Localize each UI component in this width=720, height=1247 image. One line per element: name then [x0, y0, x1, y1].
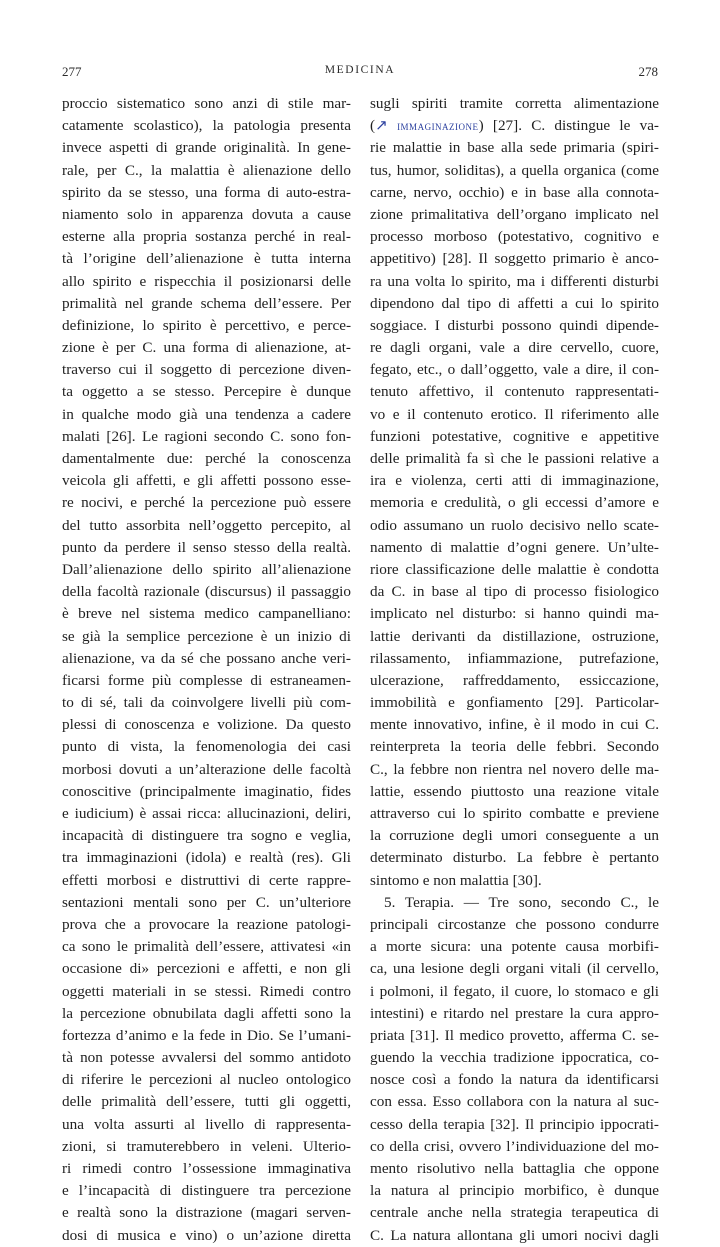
- text-line: conoscitive (principalmente imaginatio, fides: [62, 782, 351, 800]
- text-line: cesso della terapia [32]. Il principio ippocrati-: [370, 1115, 659, 1133]
- text-line: intestini) e ritardo nel prestare la cura appro-: [370, 1004, 659, 1022]
- xref-open-paren: (: [370, 117, 376, 135]
- text-line: vo e il contenuto erotico. Il riferimento alle: [370, 405, 659, 423]
- text-line: in qualche modo già una tendenza a cadere: [62, 405, 351, 423]
- text-line: re dagli organi, vale a dire cervello, cuore,: [370, 339, 659, 357]
- text-line: con essa. Esso collabora con la natura al suc-: [370, 1093, 659, 1111]
- text-line-with-cross-reference: [370, 115, 659, 137]
- text-line: centrale anche nella strategia terapeutica di: [370, 1204, 659, 1222]
- text-line: una volta assurti al livello di rappresenta-: [62, 1115, 351, 1133]
- text-line: è breve nel sistema medico campanelliano:: [62, 605, 351, 623]
- text-line: delle primalità dell’essere, tutti gli oggetti,: [62, 1093, 351, 1111]
- text-line: tà l’origine dell’alienazione è tutta interna: [62, 250, 351, 268]
- text-line: guendo la vecchia tradizione ippocratica, co-: [370, 1049, 659, 1067]
- text-line: punto da perdere il senso stesso della realtà.: [62, 538, 351, 556]
- text-line: incapacità di distinguere tra sogno e veglia,: [62, 827, 351, 845]
- text-line: lattie, essendo piuttosto una reazione vitale: [370, 782, 659, 800]
- right-column: [370, 93, 659, 1247]
- text-line: la corruzione degli umori conseguente a un: [370, 827, 659, 845]
- page-number-left: 277: [62, 64, 82, 79]
- text-line: ca sono le primalità dell’essere, attivatesi «in: [62, 938, 351, 956]
- xref-following-text: [27]. C. distingue le va-: [483, 117, 659, 135]
- text-line: del tutto assorbita nell’oggetto percepito, al: [62, 516, 351, 534]
- text-line: sintomo e non malattia [30].: [370, 871, 542, 889]
- text-line: zione primalitativa dell’organo implicato nel: [370, 205, 659, 223]
- text-line: i polmoni, il fegato, il cuore, lo stomaco e gli: [370, 982, 659, 1000]
- text-line: catamente scolastico), la patologia presenta: [62, 117, 351, 135]
- text-line: punto di vista, la fenomenologia dei casi: [62, 738, 351, 756]
- text-line: determinato disturbo. La febbre è pertanto: [370, 849, 659, 867]
- cross-reference-arrow-icon: ↗: [375, 117, 388, 135]
- text-line: 5. Terapia. — Tre sono, secondo C., le: [384, 893, 659, 911]
- text-line: ficarsi forme più complesse di estraneamen-: [62, 671, 351, 689]
- text-line: effetti morbosi e distruttivi di certe rappre-: [62, 871, 351, 889]
- text-line: nosce così a fondo la natura da identificarsi: [370, 1071, 659, 1089]
- text-line: sugli spiriti tramite corretta alimentazione: [370, 95, 659, 112]
- page-number-right: 278: [638, 64, 658, 79]
- text-line: ra una volta lo spirito, ma i differenti disturbi: [370, 272, 659, 290]
- text-line: re nocivi, e perché la percezione può essere: [62, 494, 351, 512]
- text-line: soggiace. I disturbi possono quindi dipende-: [370, 316, 659, 334]
- xref-close-paren: ): [478, 117, 484, 135]
- text-line: proccio sistematico sono anzi di stile mar-: [62, 95, 351, 112]
- text-line: mento risolutivo nella battaglia che oppone: [370, 1160, 659, 1177]
- text-line: to di sé, tali da coinvolgere livelli più com-: [62, 694, 351, 712]
- text-line: dosi di musica e vino) o un’azione diretta: [62, 1226, 351, 1244]
- text-line: delle primalità fa sì che le passioni relative a: [370, 450, 659, 467]
- text-line: niamento solo in apparenza dovuta a cause: [62, 205, 351, 223]
- left-column: [62, 93, 351, 1247]
- text-line: di riferire le percezioni al nucleo ontologico: [62, 1071, 351, 1089]
- text-line: oggetti materiali in se stessi. Rimedi contro: [62, 982, 351, 1000]
- text-line: namento di malattie d’ogni genere. Un’ulte-: [370, 538, 659, 556]
- text-line: dipendono dal tipo di affetti a cui lo spirito: [370, 294, 659, 312]
- text-line: processo morboso (potestativo, cognitivo e: [370, 228, 659, 246]
- text-line: fegato, etc., o dall’oggetto, vale a dire, il con-: [370, 361, 659, 379]
- text-line: ira e violenza, certi atti di immaginazione,: [370, 472, 659, 490]
- text-line: prova che a provocare la reazione patologi-: [62, 915, 351, 933]
- text-line: ca, una lesione degli organi vitali (il cervello,: [370, 960, 659, 978]
- text-line: fortezza d’animo e la fede in Dio. Se l’umani-: [62, 1026, 351, 1044]
- text-line: damentalmente due: perché la conoscenza: [62, 450, 351, 467]
- text-line: zione è per C. una forma di alienazione, at-: [62, 339, 351, 357]
- text-line: memoria e credulità, o gli eccessi d’amore e: [370, 494, 659, 512]
- text-line: della facoltà razionale (discursus) il passaggio: [62, 583, 351, 601]
- text-line: attraverso cui lo spirito combatte e previene: [370, 805, 659, 822]
- text-line: ri rimedi contro l’ossessione immaginativa: [62, 1160, 351, 1177]
- text-line: a morte sicura: una potente causa morbifi-: [370, 938, 659, 956]
- text-line: traverso cui il soggetto di percezione diven-: [62, 361, 351, 379]
- text-line: priata [31]. Il medico provetto, afferma C. se-: [370, 1026, 659, 1044]
- text-line: rale, per C., la malattia è alienazione dello: [62, 161, 351, 179]
- text-line: veicola gli affetti, e gli affetti possono esse-: [62, 472, 351, 490]
- text-line: primalità nel grande schema dell’essere. Per: [62, 294, 351, 312]
- text-line: implicato nel disturbo: si hanno quindi ma-: [370, 605, 659, 623]
- text-line: allo spirito e rispecchia il posizionarsi delle: [62, 272, 351, 290]
- text-line: e iudicium) è assai ricca: allucinazioni, deliri,: [62, 805, 351, 822]
- text-line: riore classificazione delle malattie è condotta: [370, 560, 659, 578]
- text-line: odio assumano un ruolo decisivo nello scate-: [370, 516, 659, 534]
- text-line: Dall’alienazione dello spirito all’alienazione: [62, 560, 351, 578]
- text-line: immobilità e gonfiamento [29]. Particolar-: [370, 694, 659, 712]
- text-line: lattie derivanti da distillazione, ostruzione,: [370, 627, 659, 645]
- text-line: appetitivo) [28]. Il soggetto primario è anco-: [370, 250, 659, 268]
- text-line: zioni, si tramuterebbero in veleni. Ulterio-: [62, 1137, 351, 1155]
- running-title: MEDICINA: [324, 64, 396, 76]
- text-line: alienazione, va da sé che possano anche veri-: [62, 649, 351, 667]
- text-line: se già la semplice percezione è un inizio di: [62, 627, 351, 645]
- text-line: carne, nervo, occhio) e in base alla connota-: [370, 183, 659, 201]
- text-line: ta oggetto a se stesso. Percepire è dunque: [62, 383, 351, 401]
- text-line: da C. in base al tipo di processo fisiologico: [370, 583, 659, 601]
- text-line: occasione di» percezioni e affetti, e non gli: [62, 960, 351, 978]
- text-line: funzioni potestative, cognitive e appetitive: [370, 427, 659, 445]
- cross-reference-link[interactable]: immaginazione: [397, 118, 479, 134]
- text-line: morbosi dovuti a un’alterazione delle facoltà: [62, 760, 351, 778]
- text-line: rie malattie in base alla sede primaria (spiri-: [370, 139, 659, 157]
- text-line: sentazioni mentali sono per C. un’ulteriore: [62, 893, 351, 911]
- text-line: C., la febbre non rientra nel novero delle ma-: [370, 760, 659, 778]
- text-line: ulcerazione, raffreddamento, essiccazione,: [370, 671, 659, 689]
- text-line: reinterpreta la teoria delle febbri. Secondo: [370, 738, 659, 756]
- text-line: tenuto affettivo, il contenuto rappresentati-: [370, 383, 659, 401]
- text-line: tra immaginazioni (idola) e realtà (res). Gli: [62, 849, 351, 867]
- text-line: tà non potesse avvalersi del sommo antidoto: [62, 1049, 351, 1067]
- text-line: esterne alla propria sostanza perché in real-: [62, 228, 351, 246]
- text-line: spirito da se stesso, una forma di auto-estra-: [62, 183, 351, 201]
- running-head: [62, 64, 658, 84]
- text-line: mente innovativo, infine, è il modo in cui C.: [370, 716, 659, 734]
- text-line: plessi di conoscenza e volizione. Da questo: [62, 716, 351, 734]
- text-line: e l’incapacità di distinguere tra percezione: [62, 1182, 351, 1200]
- text-line: la percezione obnubilata dagli affetti sono la: [62, 1004, 351, 1022]
- text-line: C. La natura allontana gli umori nocivi dagli: [370, 1226, 659, 1244]
- text-line: principali circostanze che possono condurre: [370, 915, 659, 933]
- text-line: co della crisi, ovvero l’individuazione del mo-: [370, 1137, 659, 1155]
- text-line: malati [26]. Le ragioni secondo C. sono fon-: [62, 427, 351, 445]
- text-line: invece aspetti di grande originalità. In gene-: [62, 139, 351, 157]
- text-line: la natura al principio morbifico, è dunque: [370, 1182, 659, 1200]
- text-line: e realtà sono la distrazione (magari serven-: [62, 1204, 351, 1222]
- text-line: tus, humor, soliditas), a quella organica (come: [370, 161, 659, 179]
- text-line: definizione, lo spirito è percettivo, e perce-: [62, 316, 351, 334]
- text-line: rilassamento, infiammazione, putrefazione,: [370, 649, 659, 667]
